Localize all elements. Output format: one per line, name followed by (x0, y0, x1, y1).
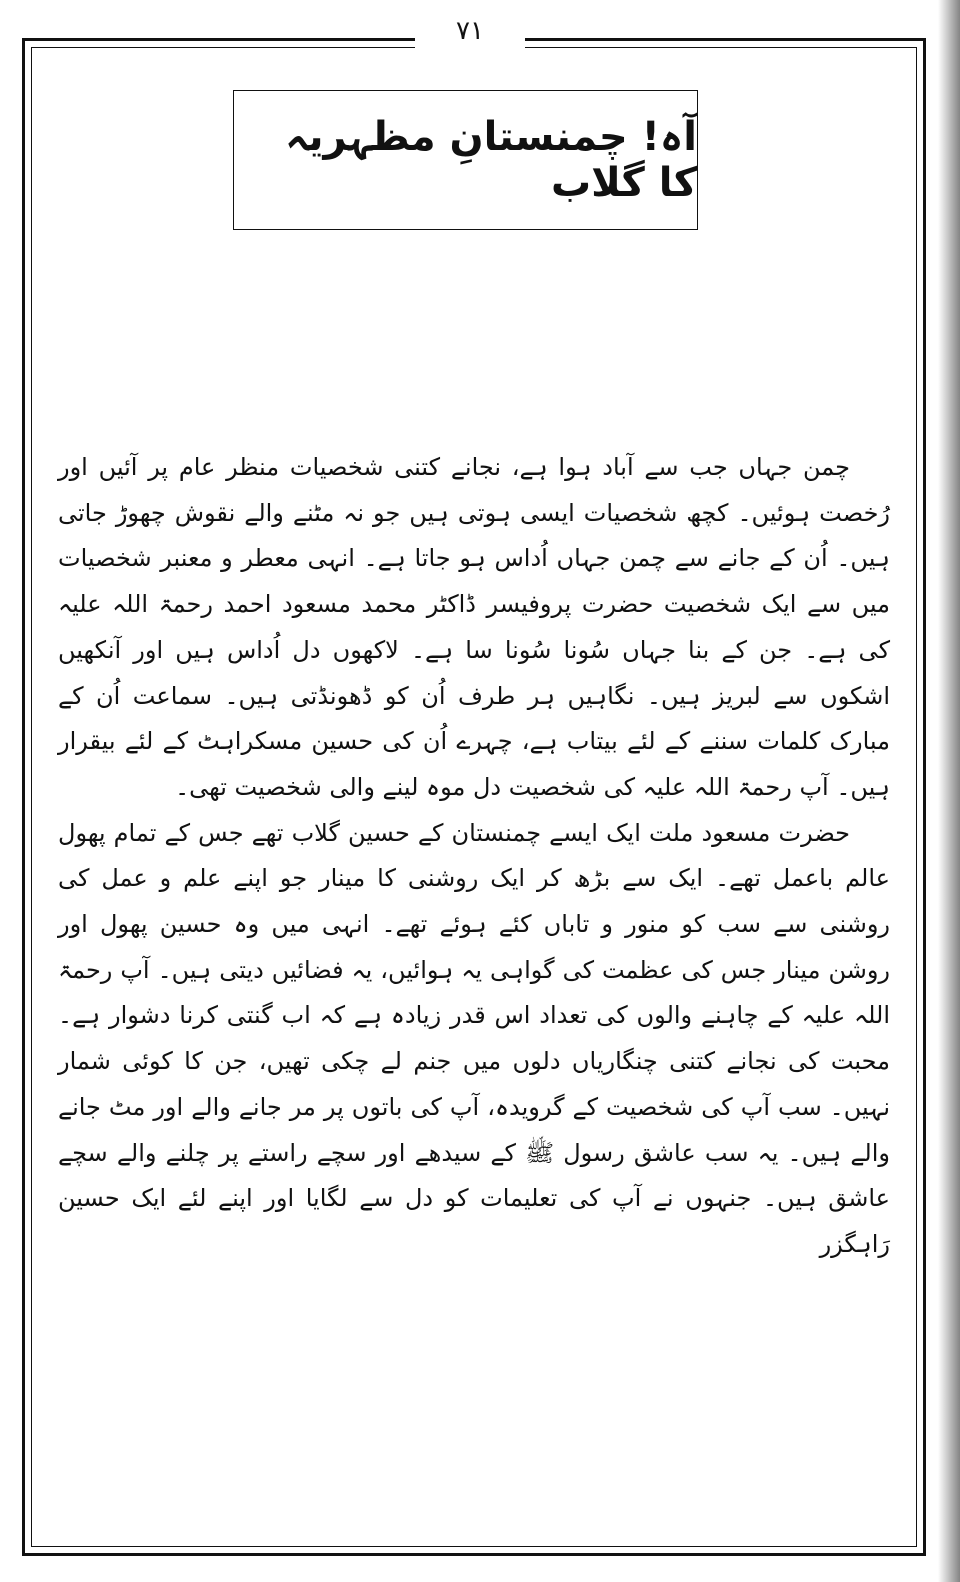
paragraph-1: چمن جہاں جب سے آباد ہوا ہے، نجانے کتنی شخصیات منظر عام پر آئیں اور رُخصت ہوئیں۔ کچھ شخصیات ایسی ہوتی ہیں جو نہ مٹنے والے نقوش چھوڑ جاتی ہیں۔ اُن کے جانے سے چمن جہاں اُداس ہو جاتا ہے۔ انہی معطر و معنبر شخصیات میں سے ایک شخصیت حضرت پروفیسر ڈاکٹر محمد مسعود احمد رحمۃ اللہ علیہ کی ہے۔ جن کے بنا جہاں سُونا سُونا سا ہے۔ لاکھوں دل اُداس ہیں اور آنکھیں اشکوں سے لبریز ہیں۔ نگاہیں ہر طرف اُن کو ڈھونڈتی ہیں۔ سماعت اُن کے مبارک کلمات سننے کے لئے بیتاب ہے، چہرے اُن کی حسین مسکراہٹ کے لئے بیقرار ہیں۔ آپ رحمۃ اللہ علیہ کی شخصیت دل موہ لینے والی شخصیت تھی۔ (58, 453, 890, 801)
title-box (233, 90, 698, 230)
binding-shadow (938, 0, 960, 1582)
paragraph-2: حضرت مسعود ملت ایک ایسے چمنستان کے حسین گلاب تھے جس کے تمام پھول عالم باعمل تھے۔ ایک سے بڑھ کر ایک روشنی کا مینار جو اپنے علم و عمل کی روشنی سے سب کو منور و تاباں کئے ہوئے تھے۔ انہی میں وہ حسین پھول اور روشن مینار جس کی عظمت کی گواہی یہ ہوائیں، یہ فضائیں دیتی ہیں۔ آپ رحمۃ اللہ علیہ کے چاہنے والوں کی تعداد اس قدر زیادہ ہے کہ اب گنتی کرنا دشوار ہے۔ محبت کی نجانے کتنی چنگاریاں دلوں میں جنم لے چکی تھیں، جن کا کوئی شمار نہیں۔ سب آپ کی شخصیت کے گرویدہ، آپ کی باتوں پر مر جانے والے اور مٹ جانے والے ہیں۔ یہ سب عاشق رسول ﷺ کے سیدھے اور سچے راستے پر چلنے والے سچے عاشق ہیں۔ جنہوں نے آپ کی تعلیمات کو دل سے لگایا اور اپنے لئے ایک حسین رَاہگزر (58, 818, 890, 1258)
body-text (58, 445, 890, 1268)
page-title: آہ! چمنستانِ مظہریہ کا گلاب (285, 114, 697, 206)
page-number: ۷۱ (456, 16, 484, 46)
